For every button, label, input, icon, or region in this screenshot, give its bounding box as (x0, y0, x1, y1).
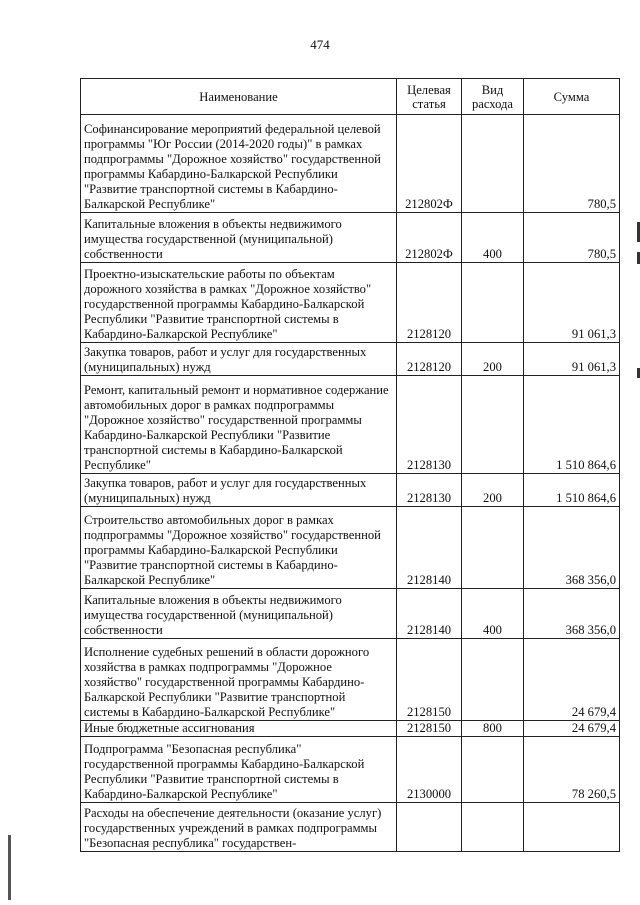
row-code: 2128150 (397, 721, 462, 737)
table-header-row (81, 79, 620, 115)
row-type: 400 (462, 589, 524, 639)
table-row (81, 507, 620, 589)
row-sum: 368 356,0 (524, 589, 620, 639)
row-type (462, 737, 524, 803)
row-type (462, 263, 524, 343)
row-name: Иные бюджетные ассигнования (81, 721, 397, 737)
row-code (397, 803, 462, 852)
row-sum: 91 061,3 (524, 263, 620, 343)
row-name: Подпрограмма "Безопасная республика" государственной программы Кабардино-Балкарской Республики "Развитие транспортной системы в Кабардино-Балкарской Республике" (81, 737, 397, 803)
header-code: Целевая статья (397, 79, 462, 115)
row-type: 800 (462, 721, 524, 737)
table-row (81, 803, 620, 852)
row-sum (524, 803, 620, 852)
row-code: 2128130 (397, 474, 462, 507)
row-code: 2128140 (397, 507, 462, 589)
budget-table (80, 78, 620, 852)
table-row (81, 115, 620, 213)
row-name: Проектно-изыскательские работы по объектам дорожного хозяйства в рамках "Дорожное хозяйство" государственной программы Кабардино-Балкарской Республики "Развитие транспортной системы в Кабардино-Балкарской Республике" (81, 263, 397, 343)
row-sum: 91 061,3 (524, 343, 620, 376)
header-sum: Сумма (524, 79, 620, 115)
header-type: Вид расхода (462, 79, 524, 115)
table-row (81, 263, 620, 343)
row-type: 200 (462, 343, 524, 376)
row-sum: 1 510 864,6 (524, 376, 620, 474)
row-code: 2128120 (397, 263, 462, 343)
row-name: Закупка товаров, работ и услуг для государственных (муниципальных) нужд (81, 474, 397, 507)
table-row (81, 589, 620, 639)
row-type: 200 (462, 474, 524, 507)
row-sum: 780,5 (524, 115, 620, 213)
row-type (462, 115, 524, 213)
scan-edge-mark (8, 835, 11, 900)
row-code: 2128120 (397, 343, 462, 376)
row-sum: 780,5 (524, 213, 620, 263)
table-row (81, 213, 620, 263)
row-code: 212802Ф (397, 213, 462, 263)
row-name: Капитальные вложения в объекты недвижимого имущества государственной (муниципальной) собственности (81, 213, 397, 263)
table-row (81, 721, 620, 737)
row-name: Ремонт, капитальный ремонт и нормативное содержание автомобильных дорог в рамках подпрограммы "Дорожное хозяйство" государственной программы Кабардино-Балкарской Республики "Развитие транспортной системы в Кабардино-Балкарской Республике" (81, 376, 397, 474)
header-name: Наименование (81, 79, 397, 115)
table-row (81, 376, 620, 474)
row-name: Строительство автомобильных дорог в рамках подпрограммы "Дорожное хозяйство" государственной программы Кабардино-Балкарской Республики "Развитие транспортной системы в Кабардино-Балкарской Республике" (81, 507, 397, 589)
row-type (462, 803, 524, 852)
table-row (81, 343, 620, 376)
row-name: Расходы на обеспечение деятельности (оказание услуг) государственных учреждений в рамках подпрограммы "Безопасная республика" государствен- (81, 803, 397, 852)
row-name: Софинансирование мероприятий федеральной целевой программы "Юг России (2014-2020 годы)" в рамках подпрограммы "Дорожное хозяйство" государственной программы Кабардино-Балкарской Республики "Развитие транспортной системы в Кабардино-Балкарской Республике" (81, 115, 397, 213)
row-name: Закупка товаров, работ и услуг для государственных (муниципальных) нужд (81, 343, 397, 376)
row-sum: 78 260,5 (524, 737, 620, 803)
table-row (81, 474, 620, 507)
row-code: 2128140 (397, 589, 462, 639)
row-name: Капитальные вложения в объекты недвижимого имущества государственной (муниципальной) собственности (81, 589, 397, 639)
row-name: Исполнение судебных решений в области дорожного хозяйства в рамках подпрограммы "Дорожное хозяйство" государственной программы Кабардино-Балкарской Республики "Развитие транспортной системы в Кабардино-Балкарской Республике" (81, 639, 397, 721)
page-number: 474 (310, 37, 330, 52)
row-sum: 24 679,4 (524, 721, 620, 737)
row-sum: 24 679,4 (524, 639, 620, 721)
row-type: 400 (462, 213, 524, 263)
row-type (462, 507, 524, 589)
table-row (81, 737, 620, 803)
row-code: 2128150 (397, 639, 462, 721)
row-code: 2128130 (397, 376, 462, 474)
row-sum: 368 356,0 (524, 507, 620, 589)
row-sum: 1 510 864,6 (524, 474, 620, 507)
row-type (462, 639, 524, 721)
row-type (462, 376, 524, 474)
table-row (81, 639, 620, 721)
row-code: 212802Ф (397, 115, 462, 213)
row-code: 2130000 (397, 737, 462, 803)
